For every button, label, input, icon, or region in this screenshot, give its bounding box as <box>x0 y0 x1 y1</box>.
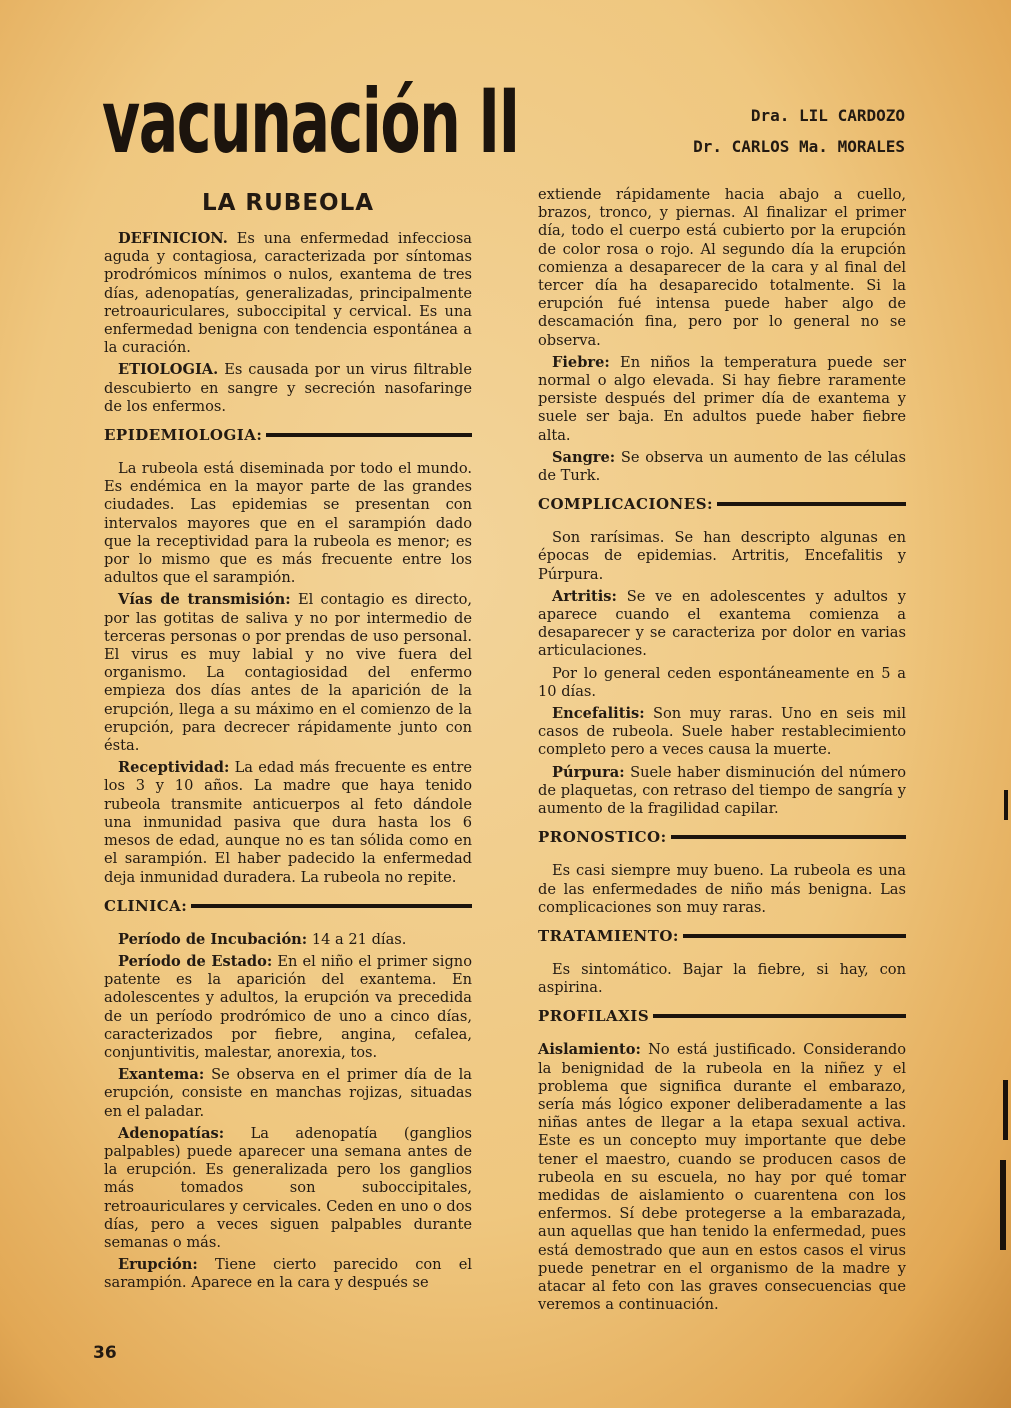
encephalitis-paragraph: Encefalitis: Son muy raras. Uno en seis mil casos de rubeola. Suele haber restablecimiento completo pero a veces causa la muerte. <box>538 705 906 759</box>
edge-smudge <box>1003 1080 1008 1140</box>
epidemiology-paragraph: La rubeola está diseminada por todo el mundo. Es endémica en la mayor parte de las grandes ciudades. Las epidemias se presentan con intervalos mayores que en el sarampión dado que la receptividad para la rubeola es menor; es por lo mismo que es más frecuente entre los adultos que el sarampión. <box>104 460 472 587</box>
edge-smudge <box>1004 790 1008 820</box>
eruption-paragraph: Erupción: Tiene cierto parecido con el sarampión. Aparece en la cara y después se <box>104 1256 472 1292</box>
blood-paragraph: Sangre: Se observa un aumento de las células de Turk. <box>538 448 906 485</box>
left-column <box>104 186 472 1297</box>
eruption-continued-paragraph: extiende rápidamente hacia abajo a cuello, brazos, tronco, y piernas. Al finalizar el primer día, todo el cuerpo está cubierto por la erupción de color rosa o rojo. Al segundo día la erupción comienza a desaparecer de la cara y al final del tercer día ha desaparecido totalmente. Si la erupción fué intensa puede haber algo de descamación fina, pero por lo general no se observa. <box>538 186 906 349</box>
definition-paragraph: DEFINICION. Es una enfermedad infecciosa aguda y contagiosa, caracterizada por síntomas prodrómicos mínimos o nulos, exantema de tres días, adenopatías, generalizadas, principalmente retroauriculares, suboccipital y cervical. Es una enfermedad benigna con tendencia espontánea a la curación. <box>104 230 473 357</box>
receptivity-paragraph: Receptividad: La edad más frecuente es entre los 3 y 10 años. La madre que haya tenido rubeola transmite anticuerpos al feto dándole una inmunidad pasiva que dura hasta los 6 mesos de edad, aunque no es tan sólida como en el sarampión. El haber padecido la enfermedad deja inmunidad duradera. La rubeola no repite. <box>104 759 473 886</box>
heading-rule <box>191 904 472 908</box>
epidemiology-heading: EPIDEMIOLOGIA: <box>104 426 472 444</box>
complications-paragraph: Son rarísimas. Se han descripto algunas en épocas de epidemias. Artritis, Encefalitis y Púrpura. <box>538 529 906 583</box>
isolation-paragraph: Aislamiento: No está justificado. Considerando la benignidad de la rubeola en la niñez y el problema que significa durante el embarazo, sería más lógico exponer deliberadamente a las niñas antes de llegar a la etapa sexual activa. Este es un concepto muy importante que debe tener el maestro, cuando se producen casos de rubeola en su escuela, no hay por qué tomar medidas de aislamiento o cuarentena con los enfermos. Sí debe protegerse a la embarazada, aun aquellas que han tenido la enfermedad, pues está demostrado que aun en estos casos el virus puede penetrar en el organismo de la madre y atacar al feto con las graves consecuencias que veremos a continuación. <box>538 1041 906 1314</box>
remission-paragraph: Por lo general ceden espontáneamente en 5 a 10 días. <box>538 664 906 700</box>
heading-rule <box>266 433 472 437</box>
author-2: Dr. CARLOS Ma. MORALES <box>693 137 905 156</box>
edge-smudge <box>1000 1160 1006 1250</box>
state-paragraph: Período de Estado: En el niño el primer signo patente es la aparición del exantema. En adolescentes y adultos, la erupción va precedida de un período prodrómico de uno a cinco días, caracterizados por fiebre, angina, cefalea, conjuntivitis, malestar, anorexia, tos. <box>104 952 472 1061</box>
authors-block <box>693 106 905 168</box>
adenopathy-paragraph: Adenopatías: La adenopatía (ganglios palpables) puede aparecer una semana antes de la erupción. Es generalizada pero los ganglios más tomados son suboccipitales, retroauriculares y cervicales. Ceden en uno o dos días, pero a veces siguen palpables durante semanas o más. <box>104 1124 472 1251</box>
prophylaxis-heading: PROFILAXIS <box>538 1007 906 1025</box>
heading-rule <box>671 835 906 839</box>
heading-rule <box>683 934 906 938</box>
author-1: Dra. LIL CARDOZO <box>750 106 905 125</box>
prognosis-paragraph: Es casi siempre muy bueno. La rubeola es una de las enfermedades de niño más benigna. Las complicaciones son muy raras. <box>538 862 906 916</box>
arthritis-paragraph: Artritis: Se ve en adolescentes y adultos y aparece cuando el exantema comienza a desaparecer y se caracteriza por dolor en varias articulaciones. <box>538 587 906 660</box>
heading-rule <box>653 1014 906 1018</box>
headline-title: vacunación II <box>102 70 519 173</box>
incubation-paragraph: Período de Incubación: 14 a 21 días. <box>118 930 407 948</box>
etiology-paragraph: ETIOLOGIA. Es causada por un virus filtrable descubierto en sangre y secreción nasofaringe de los enfermos. <box>104 361 472 415</box>
section-title: LA RUBEOLA <box>201 190 375 216</box>
exanthem-paragraph: Exantema: Se observa en el primer día de la erupción, consiste en manchas rojizas, situadas en el paladar. <box>104 1066 473 1120</box>
heading-rule <box>717 502 906 506</box>
complications-heading: COMPLICACIONES: <box>538 495 906 513</box>
transmission-paragraph: Vías de transmisión: El contagio es directo, por las gotitas de saliva y no por intermedio de terceras personas o por prendas de uso personal. El virus es muy labial y no vive fuera del organismo. La contagiosidad del enfermo empieza dos días antes de la aparición de la erupción, llega a su máximo en el comienzo de la erupción, para decrecer rápidamente junto con ésta. <box>104 591 473 755</box>
page-number: 36 <box>93 1343 117 1363</box>
treatment-heading: TRATAMIENTO: <box>538 927 906 945</box>
fever-paragraph: Fiebre: En niños la temperatura puede ser normal o algo elevada. Si hay fiebre raramente persiste después del primer día de exantema y suele ser baja. En adultos puede haber fiebre alta. <box>538 353 906 444</box>
treatment-paragraph: Es sintomático. Bajar la fiebre, si hay, con aspirina. <box>538 960 906 997</box>
right-column <box>538 186 906 1318</box>
prognosis-heading: PRONOSTICO: <box>538 828 906 846</box>
clinic-heading: CLINICA: <box>104 897 472 915</box>
purpura-paragraph: Púrpura: Suele haber disminución del número de plaquetas, con retraso del tiempo de sangría y aumento de la fragilidad capilar. <box>538 763 906 818</box>
